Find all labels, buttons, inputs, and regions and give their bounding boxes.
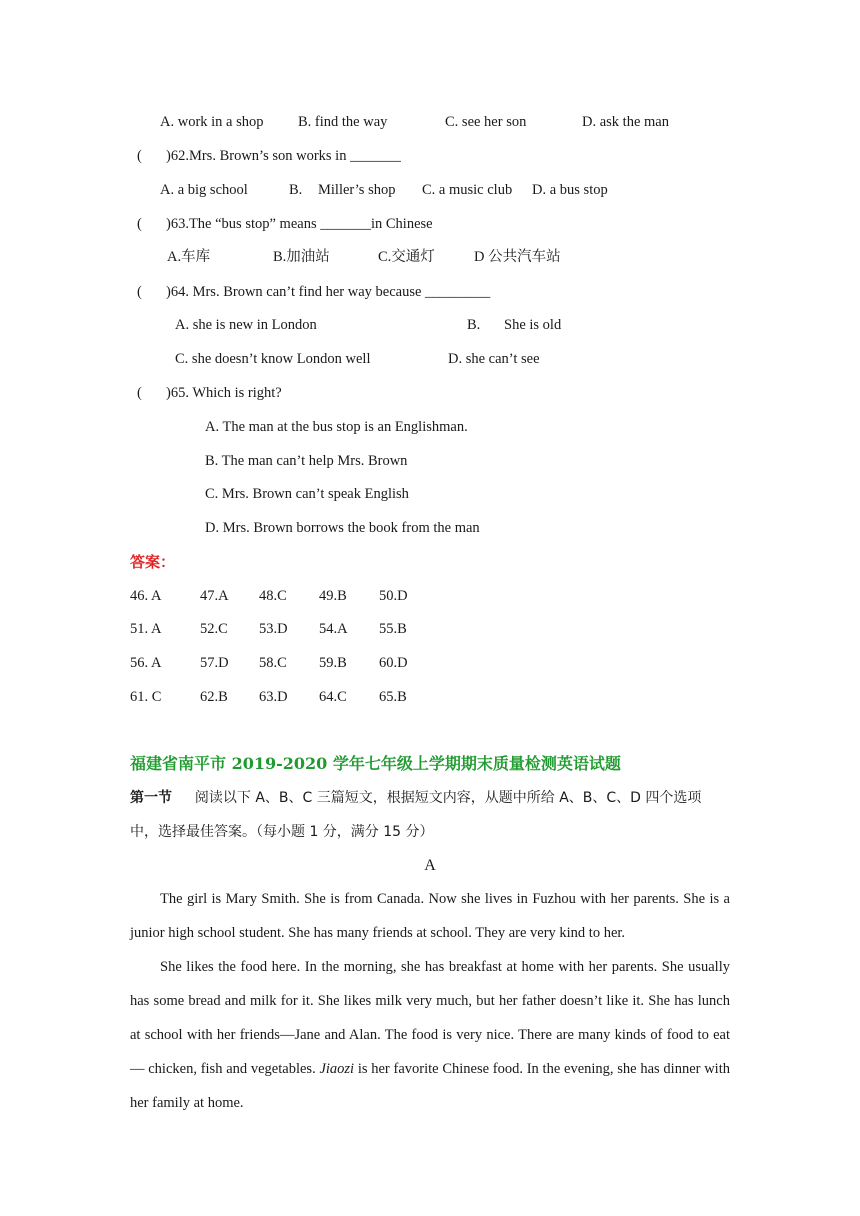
section-label: 第一节 <box>130 790 172 806</box>
answer-title: 答案： <box>130 553 176 571</box>
q64-option-b-label: B. <box>467 317 481 333</box>
q64-stem: )64. Mrs. Brown can’t find her way because _________ <box>166 284 491 300</box>
q65-option-c: C. Mrs. Brown can’t speak English <box>205 486 409 502</box>
passage-italic-word: Jiaozi <box>319 1061 355 1077</box>
answer-item: 62.B <box>200 689 228 705</box>
section-instruction-line2: 中，选择最佳答案。（每小题 1 分，满分 15 分） <box>130 824 434 840</box>
answer-item: 49.B <box>319 588 347 604</box>
passage-paragraph-2 <box>130 950 730 1120</box>
q63-paren: ( <box>137 216 142 232</box>
answer-item: 64.C <box>319 689 347 705</box>
answer-item: 47.A <box>200 588 229 604</box>
passage-paragraph-2-part-a: She likes the food here. In the morning, she has breakfast at home with her parents. She usually has some bread and milk for it. She likes milk very much, but her father doesn’t like it. She has lunch at school with her friends—Jane and Alan. The food is very nice. There are many kinds of food to eat— chicken, fish and vegetables. <box>130 959 730 1077</box>
passage-paragraph-1: The girl is Mary Smith. She is from Canada. Now she lives in Fuzhou with her parents. She is a junior high school student. She has many friends at school. They are very kind to her. <box>130 891 730 941</box>
q65-option-d: D. Mrs. Brown borrows the book from the man <box>205 520 480 536</box>
answer-item: 56. A <box>130 655 162 671</box>
answer-item: 54.A <box>319 621 348 637</box>
q65-option-a: A. The man at the bus stop is an Englishman. <box>205 419 468 435</box>
q65-paren: ( <box>137 385 142 401</box>
q63-option-a: A.车库 <box>167 249 211 265</box>
passage-body <box>130 882 730 1120</box>
answer-item: 50.D <box>379 588 408 604</box>
q62-option-a: A. a big school <box>160 182 248 198</box>
exam-title: 福建省南平市 2019-2020 学年七年级上学期期末质量检测英语试题 <box>130 754 621 773</box>
q63-option-b: B.加油站 <box>273 249 330 265</box>
q64-option-c: C. she doesn’t know London well <box>175 351 371 367</box>
q62-option-d: D. a bus stop <box>532 182 608 198</box>
answer-item: 63.D <box>259 689 288 705</box>
q64-paren: ( <box>137 284 142 300</box>
q62-option-c: C. a music club <box>422 182 513 198</box>
q62-paren: ( <box>137 148 142 164</box>
q65-stem: )65. Which is right? <box>166 385 282 401</box>
section-instruction-text: 阅读以下 A、B、C 三篇短文，根据短文内容，从题中所给 A、B、C、D 四个选项 <box>194 790 702 806</box>
q61-option-c: C. see her son <box>445 114 527 130</box>
q64-option-d: D. she can’t see <box>448 351 540 367</box>
answer-item: 53.D <box>259 621 288 637</box>
answer-item: 51. A <box>130 621 162 637</box>
q63-stem: )63.The “bus stop” means _______in Chinese <box>166 216 433 232</box>
answer-item: 46. A <box>130 588 162 604</box>
answer-item: 52.C <box>200 621 228 637</box>
answer-item: 65.B <box>379 689 407 705</box>
q61-option-a: A. work in a shop <box>160 114 264 130</box>
answer-item: 60.D <box>379 655 408 671</box>
answer-item: 59.B <box>319 655 347 671</box>
q64-option-b-text: She is old <box>504 317 562 333</box>
q61-option-b: B. find the way <box>298 114 388 130</box>
q64-option-a: A. she is new in London <box>175 317 317 333</box>
answer-item: 55.B <box>379 621 407 637</box>
answer-item: 57.D <box>200 655 229 671</box>
q62-option-b-text: Miller’s shop <box>318 182 396 198</box>
section-instruction-line1 <box>130 788 701 808</box>
answer-item: 61. C <box>130 689 162 705</box>
passage-paragraph-2-part-b: is her favorite Chinese food. In the evening, she has dinner with her family at home. <box>130 1061 730 1111</box>
q65-option-b: B. The man can’t help Mrs. Brown <box>205 453 408 469</box>
passage-heading: A <box>424 857 436 874</box>
q62-option-b-label: B. <box>289 182 303 198</box>
answer-item: 48.C <box>259 588 287 604</box>
q62-stem: )62.Mrs. Brown’s son works in _______ <box>166 148 401 164</box>
q61-option-d: D. ask the man <box>582 114 669 130</box>
q63-option-c: C.交通灯 <box>378 249 435 265</box>
q63-option-d: D 公共汽车站 <box>474 249 561 265</box>
answer-item: 58.C <box>259 655 287 671</box>
